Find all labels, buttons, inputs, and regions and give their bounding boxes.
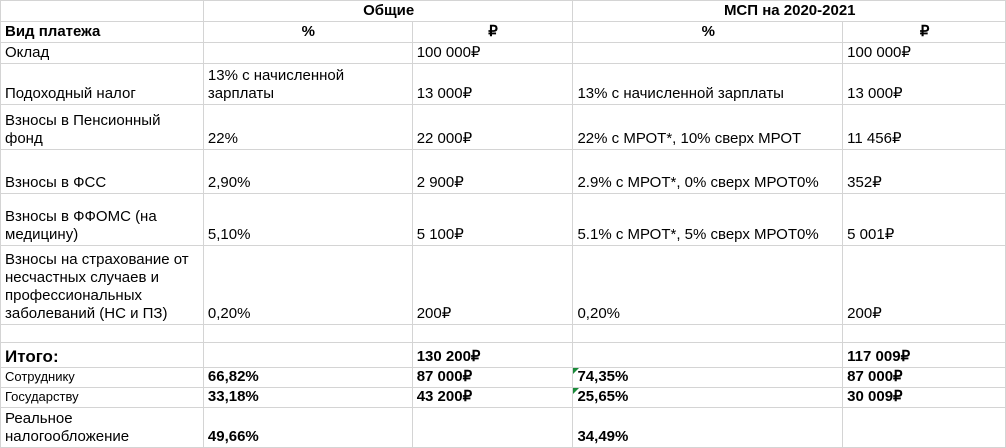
general-percent-cell[interactable]: 5,10% (203, 194, 412, 246)
empty-cell[interactable] (203, 325, 412, 343)
totals-label[interactable]: Итого: (1, 343, 204, 368)
msp-rub-cell[interactable]: 352₽ (843, 150, 1006, 194)
msp-rub-total[interactable]: 117 009₽ (843, 343, 1006, 368)
general-rub-cell[interactable] (412, 408, 573, 448)
real-tax-label[interactable]: Реальное налогообложение (1, 408, 204, 448)
msp-percent-cell[interactable]: 13% с начисленной зарплаты (573, 64, 843, 105)
general-rub-cell[interactable]: 200₽ (412, 246, 573, 325)
general-rub-cell[interactable]: 13 000₽ (412, 64, 573, 105)
row-label[interactable]: Оклад (1, 43, 204, 64)
general-rub-cell[interactable]: 100 000₽ (412, 43, 573, 64)
msp-percent-cell[interactable] (573, 43, 843, 64)
general-rub-cell[interactable]: 87 000₽ (412, 368, 573, 388)
msp-rub-cell[interactable]: 5 001₽ (843, 194, 1006, 246)
msp-percent-cell[interactable]: 0,20% (573, 246, 843, 325)
general-percent-cell[interactable]: 49,66% (203, 408, 412, 448)
msp-percent-cell[interactable]: 22% с МРОТ*, 10% сверх МРОТ (573, 105, 843, 150)
empty-cell[interactable] (573, 325, 843, 343)
totals-row (1, 343, 1006, 368)
msp-rub-cell[interactable] (843, 408, 1006, 448)
msp-percent-cell[interactable] (573, 343, 843, 368)
employee-row (1, 368, 1006, 388)
table-row (1, 43, 1006, 64)
msp-rub-cell[interactable]: 200₽ (843, 246, 1006, 325)
state-label[interactable]: Государству (1, 388, 204, 408)
table-row (1, 64, 1006, 105)
table-row (1, 105, 1006, 150)
general-percent-cell[interactable]: 66,82% (203, 368, 412, 388)
general-rub-cell[interactable]: 43 200₽ (412, 388, 573, 408)
general-percent-cell[interactable] (203, 343, 412, 368)
general-rub-total[interactable]: 130 200₽ (412, 343, 573, 368)
group-msp-header[interactable]: МСП на 2020-2021 (573, 1, 1006, 22)
empty-cell[interactable] (1, 325, 204, 343)
general-percent-header[interactable]: % (203, 22, 412, 43)
msp-percent-cell[interactable]: 74,35% (573, 368, 843, 388)
general-percent-cell[interactable]: 2,90% (203, 150, 412, 194)
general-percent-cell[interactable]: 0,20% (203, 246, 412, 325)
general-rub-cell[interactable]: 5 100₽ (412, 194, 573, 246)
row-label[interactable]: Взносы на страхование от несчастных случаев и профессиональных заболеваний (НС и ПЗ) (1, 246, 204, 325)
msp-rub-cell[interactable]: 87 000₽ (843, 368, 1006, 388)
row-label[interactable]: Взносы в ФФОМС (на медицину) (1, 194, 204, 246)
column-header-row (1, 22, 1006, 43)
payment-type-header[interactable]: Вид платежа (1, 22, 204, 43)
blank-row (1, 325, 1006, 343)
msp-rub-cell[interactable]: 100 000₽ (843, 43, 1006, 64)
row-label[interactable]: Взносы в ФСС (1, 150, 204, 194)
table-row (1, 246, 1006, 325)
msp-percent-cell[interactable]: 34,49% (573, 408, 843, 448)
empty-cell[interactable] (1, 1, 204, 22)
msp-percent-cell[interactable]: 5.1% с МРОТ*, 5% сверх МРОТ0% (573, 194, 843, 246)
msp-rub-cell[interactable]: 30 009₽ (843, 388, 1006, 408)
msp-rub-cell[interactable]: 13 000₽ (843, 64, 1006, 105)
group-header-row (1, 1, 1006, 22)
table-row (1, 150, 1006, 194)
msp-rub-header[interactable]: ₽ (843, 22, 1006, 43)
general-percent-cell[interactable] (203, 43, 412, 64)
row-label[interactable]: Взносы в Пенсионный фонд (1, 105, 204, 150)
msp-percent-cell[interactable]: 25,65% (573, 388, 843, 408)
general-percent-cell[interactable]: 13% с начисленной зарплаты (203, 64, 412, 105)
employee-label[interactable]: Сотруднику (1, 368, 204, 388)
row-label[interactable]: Подоходный налог (1, 64, 204, 105)
general-rub-header[interactable]: ₽ (412, 22, 573, 43)
group-general-header[interactable]: Общие (203, 1, 573, 22)
general-rub-cell[interactable]: 2 900₽ (412, 150, 573, 194)
empty-cell[interactable] (843, 325, 1006, 343)
real-tax-row (1, 408, 1006, 448)
general-percent-cell[interactable]: 22% (203, 105, 412, 150)
msp-rub-cell[interactable]: 11 456₽ (843, 105, 1006, 150)
empty-cell[interactable] (412, 325, 573, 343)
general-rub-cell[interactable]: 22 000₽ (412, 105, 573, 150)
table-row (1, 194, 1006, 246)
state-row (1, 388, 1006, 408)
msp-percent-header[interactable]: % (573, 22, 843, 43)
general-percent-cell[interactable]: 33,18% (203, 388, 412, 408)
msp-percent-cell[interactable]: 2.9% с МРОТ*, 0% сверх МРОТ0% (573, 150, 843, 194)
